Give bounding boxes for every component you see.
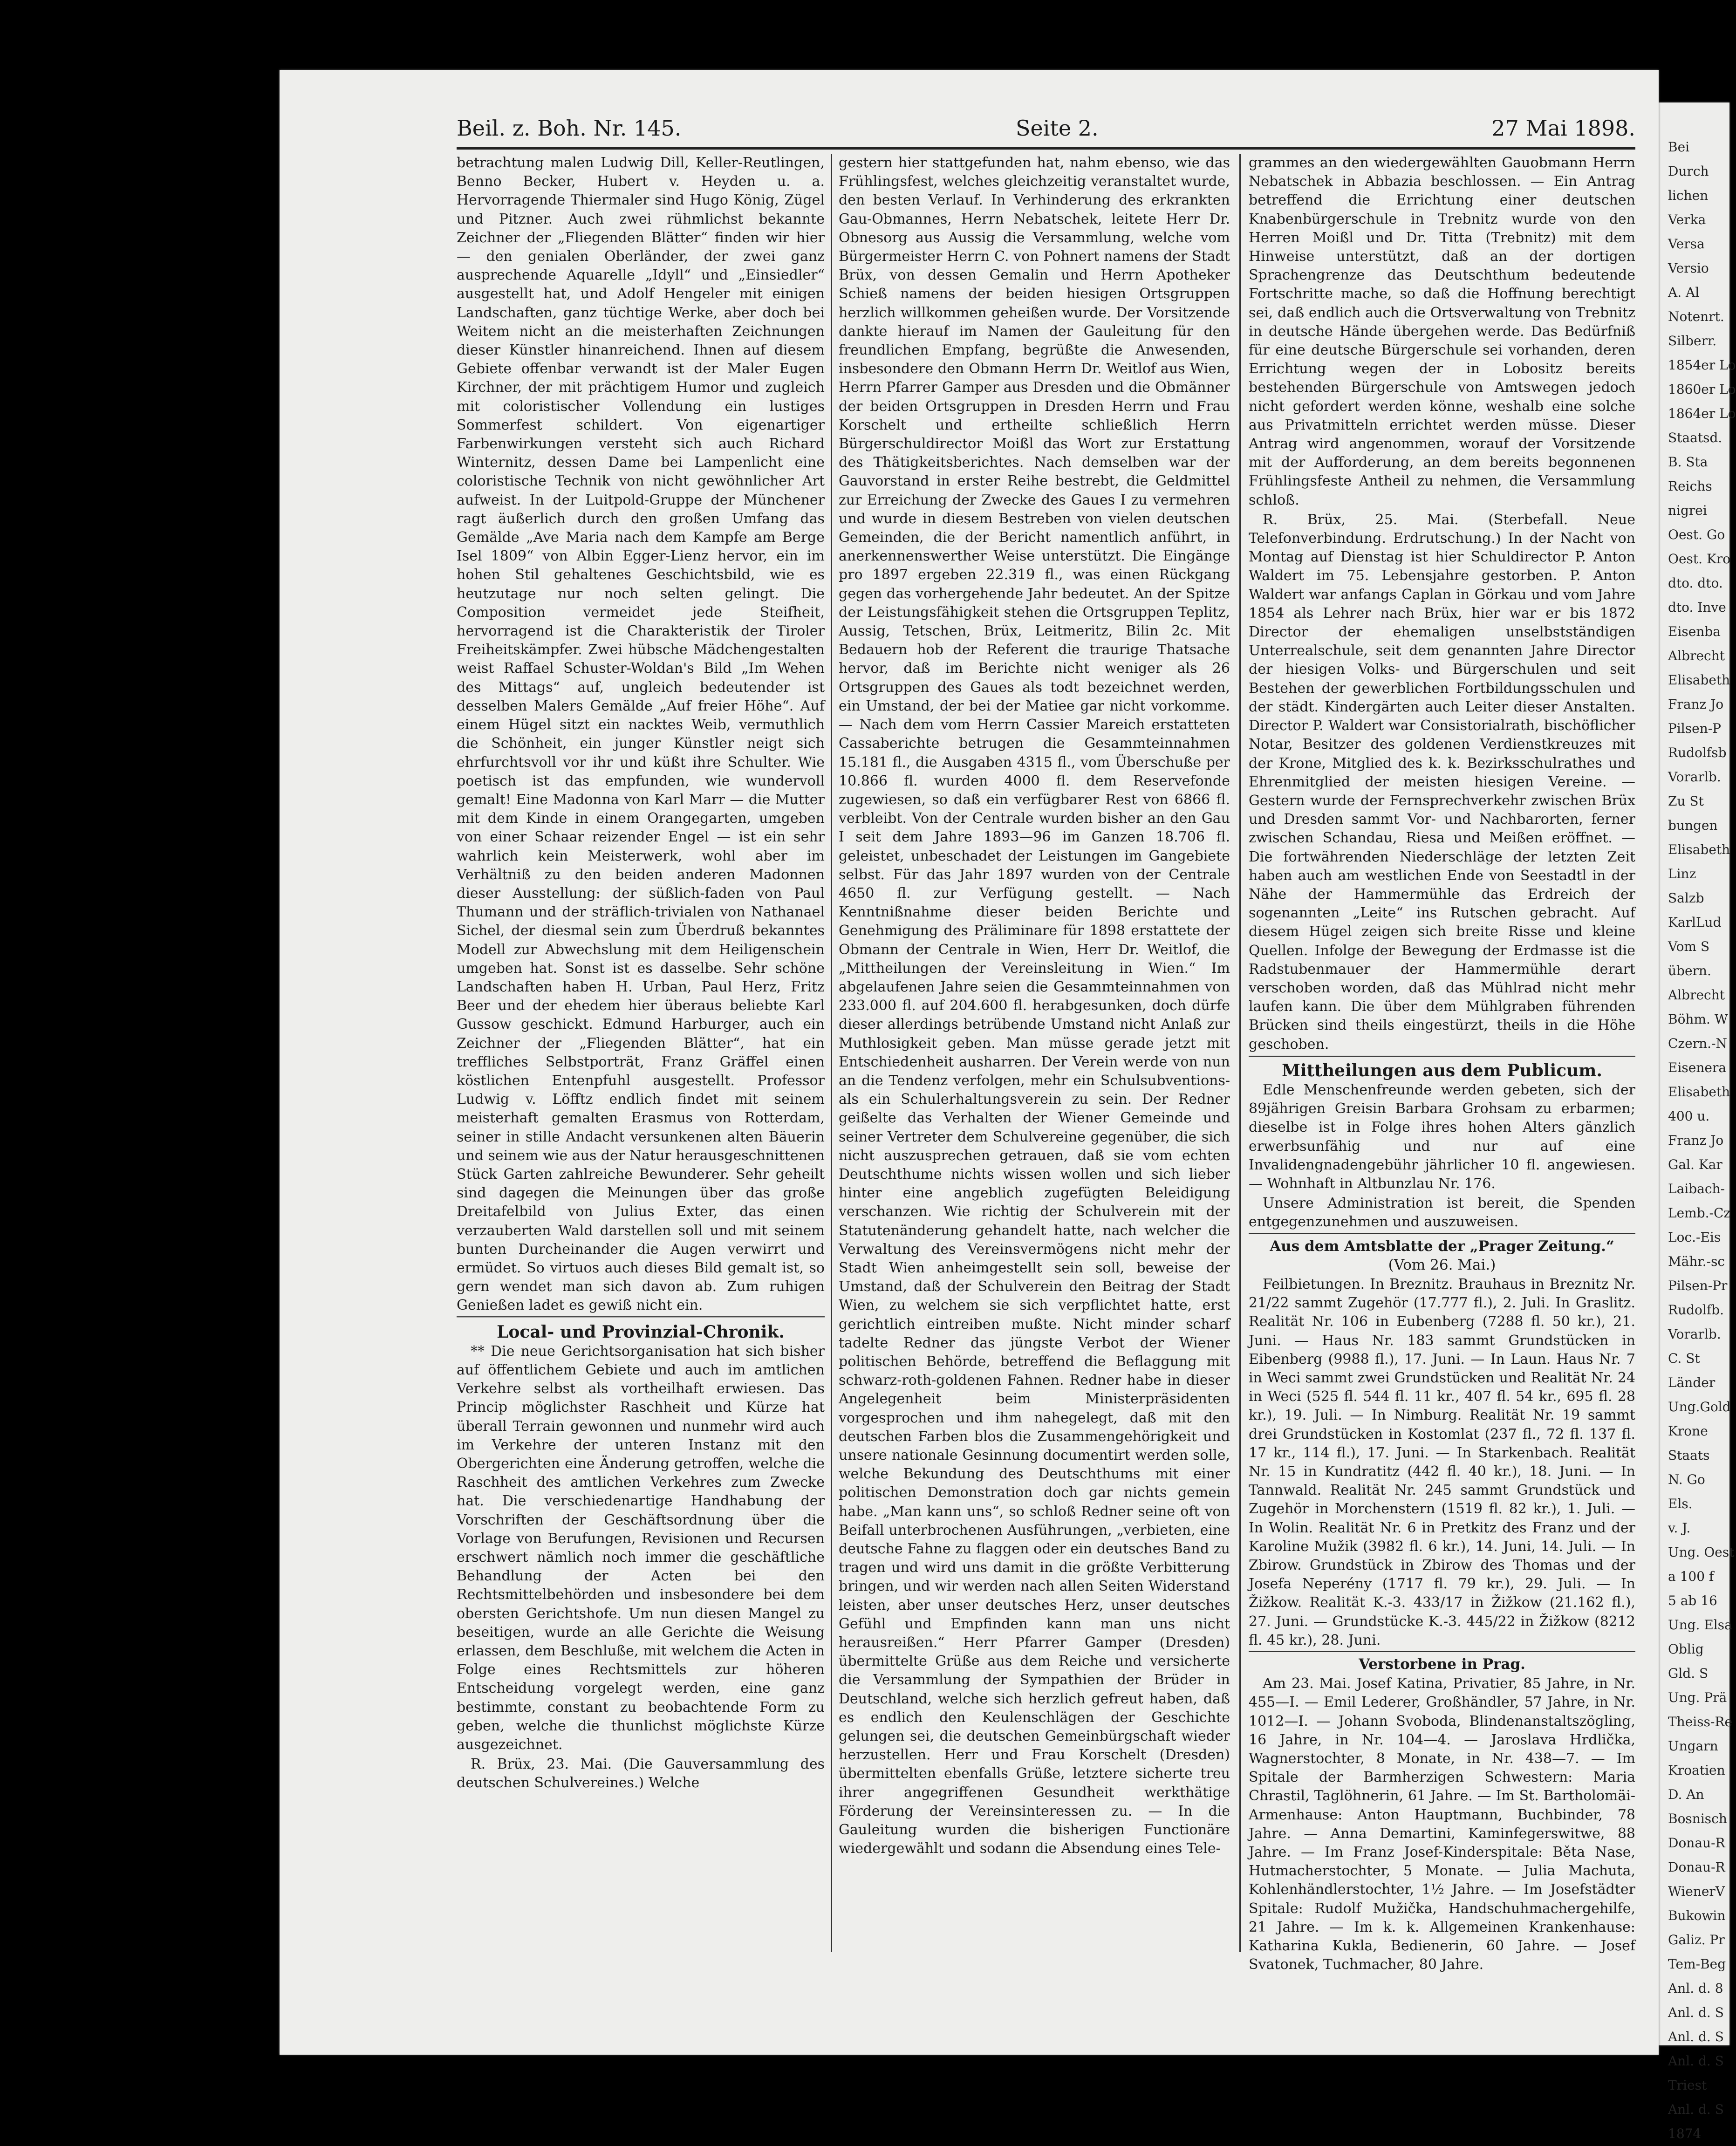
adjacent-page-line: Bei <box>1668 139 1690 155</box>
administration-note: Unsere Administration ist bereit, die Spenden entgegenzunehmen und auszuweisen. <box>1249 1195 1635 1230</box>
adjacent-page-line: Pilsen-Pr <box>1668 1278 1728 1293</box>
adjacent-page-line: Gal. Kar <box>1668 1157 1722 1172</box>
brux-report-start: R. Brüx, 23. Mai. (Die Gauversammlung des deutschen Schulvereines.) Welche <box>457 1756 825 1791</box>
adjacent-page-line: Versio <box>1668 260 1709 276</box>
deaths-heading: Verstorbene in Prag. <box>1249 1651 1635 1674</box>
adjacent-page-line: Franz Jo <box>1668 697 1724 712</box>
adjacent-page-line: Eisenba <box>1668 624 1721 639</box>
adjacent-page-line: dto. Inve <box>1668 600 1726 615</box>
adjacent-page-line: Els. <box>1668 1496 1693 1511</box>
adjacent-page-line: Kroatien <box>1668 1763 1725 1778</box>
header-rule <box>457 147 1635 150</box>
adjacent-page-line: Anl. d. S <box>1668 2053 1724 2069</box>
adjacent-page-line: Donau-R <box>1668 1859 1725 1875</box>
school-association-report: gestern hier stattgefunden hat, nahm ebenso, wie das Frühlingsfest, welches gleichzeitig veranstaltet wurde, den besten Verlauf. In Verhinderung des erkrankten Gau-Obmannes, Herrn Nebatschek, leitete Herr Dr. Obnesorg aus Aussig die Versammlung, welche vom Bürgermeister Herrn C. von Pohnert namens der Stadt Brüx, von dessen Gemalin und Herrn Apotheker Schieß namens der beiden hiesigen Ortsgruppen herzlich willkommen geheißen wurde. Der Vorsitzende dankte hierauf im Namen der Gauleitung für den freundlichen Empfang, begrüßte die Anwesenden, insbesondere den Obmann Herrn Dr. Weitlof aus Wien, Herrn Pfarrer Gamper aus Dresden und die Obmänner der beiden Ortsgruppen in Dresden Herrn und Frau Korschelt und ertheilte schließlich Herrn Bürgerschuldirector Moißl das Wort zur Erstattung des Thätigkeitsberichtes. Nach demselben war der Gauvorstand in erster Reihe bestrebt, die Geldmittel zur Erreichung der Zwecke des Gaues I zu vermehren und wurde in diesem Bestreben von vielen deutschen Gemeinden, die der Bericht namentlich anführt, in anerkennenswerther Weise unterstützt. Die Eingänge pro 1897 ergeben 22.319 fl., was einen Rückgang gegen das vorhergehende Jahr bedeutet. An der Spitze der Leistungsfähigkeit stehen die Ortsgruppen Teplitz, Aussig, Tetschen, Brüx, Leitmeritz, Bilin 2c. Mit Bedauern hob der Referent die traurige Thatsache hervor, daß im Berichte nicht weniger als 26 Ortsgruppen des Gaues als todt bezeichnet werden, ein Umstand, der bei der Matiee gar nicht vorkomme. — Nach dem vom Herrn Cassier Mareich erstatteten Cassaberichte betrugen die Gesammteinnahmen 15.181 fl., die Ausgaben 4315 fl., vom Überschuße per 10.866 fl. wurden 4000 fl. dem Reservefonde zugewiesen, so daß ein verfügbarer Rest von 6866 fl. verbleibt. Von der Centrale wurden bisher an den Gau I seit dem Jahre 1893—96 im Ganzen 18.706 fl. geleistet, unbeschadet der Leistungen im Gangebiete selbst. Für das Jahr 1897 wurden von der Centrale 4650 fl. zur Verfügung gestellt. — Nach Kenntnißnahme dieser beiden Berichte und Genehmigung des Präliminare für 1898 erstattete der Obmann der Centrale in Wien, Herr Dr. Weitlof, die „Mittheilungen der Vereinsleitung in Wien.“ Im abgelaufenen Jahre seien die Gesammteinnahmen von 233.000 fl. auf 204.600 fl. herabgesunken, doch dürfe dieser allerdings betrübende Umstand nicht Anlaß zur Muthlosigkeit geben. Man müsse gerade jetzt mit Entschiedenheit ausharren. Der Verein werde von nun an die Tendenz verfolgen, mehr ein Schulsubventions- als ein Schulerhaltungsverein zu sein. Der Redner geißelte das Verhalten der Wiener Gemeinde und seiner Vertreter dem Schulvereine gegenüber, die sich nicht auszusprechen getrauen, daß sie vom echten Deutschthume nichts wissen wollen und sich lieber hinter eine angeblich zugefügten Beleidigung verschanzen. Wie richtig der Schulverein mit der Statutenänderung gehandelt hatte, nach welcher die Verwaltung des Vereinsvermögens nicht mehr der Stadt Wien anheimgestellt sein soll, beweise der Umstand, daß der Schulverein den Beitrag der Stadt Wien, zu welchem sie sich verpflichtet hatte, erst gerichtlich eintreiben mußte. Nicht minder scharf tadelte Redner das jüngste Verbot der Wiener politischen Behörde, betreffend die Beflaggung mit schwarz-roth-goldenen Fahnen. Redner habe in dieser Angelegenheit beim Ministerpräsidenten vorgesprochen und ihm nahegelegt, daß mit den deutschen Farben blos die Zusammengehörigkeit und unsere nationale Gesinnung documentirt werden solle, welche Bekundung des Deutschthums mit einer politischen Demonstration doch gar nichts gemein habe. „Man kann uns“, so schloß Redner seine oft von Beifall unterbrochenen Ausführungen, „verbieten, eine deutsche Fahne zu flaggen oder ein deutsches Band zu tragen und wird uns damit in die größte Verbitterung bringen, und wir werden nach allen Seiten Widerstand leisten, aber unser deutsches Herz, unser deutsches Gefühl und Empfinden kann man uns nicht herausreißen.“ Herr Pfarrer Gamper (Dresden) übermittelte Grüße aus dem Reiche und versicherte die Versammlung der Sympathien der Brüder in Deutschland, welche sich herzlich gefreut haben, daß es endlich den Keulenschlägen der Geschichte gelungen sei, die deutschen Gemeinbürgschaft wieder herzustellen. Herr und Frau Korschelt (Dresden) übermittelten ebenfalls Grüße, letztere sicherte treu ihrer angegriffenen Gesundheit werkthätige Förderung der Vereinsinteressen zu. — In die Gauleitung wurden die bisherigen Functionäre wiedergewählt und sodann die Absendung eines Tele- <box>839 155 1230 1857</box>
adjacent-page-line: B. Sta <box>1668 454 1708 470</box>
adjacent-page-line: Lemb.-Cz <box>1668 1205 1731 1221</box>
adjacent-page-line: WienerV <box>1668 1884 1725 1899</box>
adjacent-page-line: Vorarlb. <box>1668 769 1721 785</box>
adjacent-page-line: Albrecht <box>1668 648 1725 663</box>
amtsblatt-heading: Aus dem Amtsblatte der „Prager Zeitung.“ <box>1249 1233 1635 1256</box>
adjacent-page-line: 1874 <box>1668 2126 1702 2141</box>
adjacent-page-line: Mähr.-sc <box>1668 1254 1725 1269</box>
adjacent-page-line: Anl. d. 8 <box>1668 1981 1723 1996</box>
adjacent-page-line: Bosnisch <box>1668 1811 1727 1826</box>
adjacent-page-line: bungen <box>1668 818 1718 833</box>
adjacent-page-line: 1860er Lo <box>1668 382 1736 397</box>
adjacent-page-line: Vom S <box>1668 939 1710 954</box>
adjacent-page-line: nigrei <box>1668 503 1707 518</box>
adjacent-page-line: Rudolfsb <box>1668 745 1727 760</box>
adjacent-page-text <box>1668 135 1736 2146</box>
adjacent-page-line: Salzb <box>1668 890 1704 906</box>
adjacent-page-line: Galiz. Pr <box>1668 1932 1725 1948</box>
adjacent-page-line: Reichs <box>1668 478 1712 494</box>
adjacent-page-line: Eisenera <box>1668 1060 1727 1075</box>
adjacent-page-line: Theiss-Re <box>1668 1714 1733 1729</box>
adjacent-page-line: Anl. d. S <box>1668 2102 1724 2117</box>
adjacent-page-line: Franz Jo <box>1668 1133 1724 1148</box>
adjacent-page-line: Loc.-Eis <box>1668 1230 1721 1245</box>
adjacent-page-line: Albrecht <box>1668 987 1725 1003</box>
adjacent-page-line: Ung. Prä <box>1668 1690 1727 1705</box>
adjacent-page-line: Länder <box>1668 1375 1715 1390</box>
adjacent-page-line: Silberr. <box>1668 333 1717 349</box>
page-number: Seite 2. <box>1016 116 1099 141</box>
adjacent-page-line: Czern.-N <box>1668 1036 1728 1051</box>
adjacent-page-line: Rudolfb. <box>1668 1302 1724 1318</box>
adjacent-page-line: A. Al <box>1668 285 1700 300</box>
adjacent-page-line: Vorarlb. <box>1668 1326 1721 1342</box>
adjacent-page-line: lichen <box>1668 188 1709 203</box>
deaths-list: Am 23. Mai. Josef Katina, Privatier, 85 Jahre, in Nr. 455—I. — Emil Lederer, Großhändler, 57 Jahre, in Nr. 1012—I. — Johann Svoboda, Blindenanstaltszögling, 16 Jahre, in Nr. 104—4. — Jaroslava Hrdlička, Wagnerstochter, 8 Monate, in Nr. 438—7. — Im Spitale der Barmherzigen Schwestern: Maria Chrastil, Taglöhnerin, 61 Jahre. — Im St. Bartholomäi-Armenhause: Anton Hauptmann, Buchbinder, 78 Jahre. — Anna Demartini, Kaminfegerswitwe, 88 Jahre. — Im Franz Josef-Kinderspitale: Běta Nase, Hutmacherstochter, 5 Monate. — Julia Machuta, Kohlenhändlerstochter, 1½ Jahre. — Im Josefstädter Spitale: Rudolf Mužička, Handschuhmachergehilfe, 21 Jahre. — Im k. k. Allgemeinen Krankenhause: Katharina Kukla, Bedienerin, 60 Jahre. — Josef Svatonek, Tuchmacher, 80 Jahre. <box>1249 1675 1635 1973</box>
adjacent-page-line: Oblig <box>1668 1641 1704 1657</box>
adjacent-page-line: Pilsen-P <box>1668 721 1722 736</box>
adjacent-page-line: Bukowin <box>1668 1908 1726 1923</box>
adjacent-page-line: Anl. d. S <box>1668 2005 1724 2020</box>
adjacent-page-line: Ungarn <box>1668 1738 1718 1754</box>
amtsblatt-date: (Vom 26. Mai.) <box>1388 1256 1496 1273</box>
section-title-local-chronicle: Local- und Provinzial-Chronik. <box>457 1316 825 1341</box>
adjacent-page-line: Verka <box>1668 212 1706 227</box>
art-review-text: betrachtung malen Ludwig Dill, Keller-Reutlingen, Benno Becker, Hubert v. Heyden u. a. Hervorragende Thiermaler sind Hugo König, Zügel und Pitzner. Auch zwei rühmlichst bekannte Zeichner der „Fliegenden Blätter“ finden wir hier — den genialen Oberländer, der zwei ganz ausprechende Aquarelle „Idyll“ und „Einsiedler“ ausgestellt hat, und Adolf Hengeler mit einigen Landschaften, ganz tüchtige Werke, aber doch bei Weitem nicht an die meisterhaften Zeichnungen dieser Künstler hinanreichend. Ihnen auf diesem Gebiete offenbar verwandt ist der Maler Eugen Kirchner, der mit prächtigem Humor und zugleich mit coloristischer Vollendung ein lustiges Sommerfest schildert. Von eigenartiger Farbenwirkungen versteht sich auch Richard Winternitz, dessen Dame bei Lampenlicht eine coloristische Technik von nicht gewöhnlicher Art aufweist. In der Luitpold-Gruppe der Münchener ragt äußerlich durch den großen Umfang das Gemälde „Ave Maria nach dem Kampfe am Berge Isel 1809“ von Albin Egger-Lienz hervor, ein im hohen Stil gehaltenes Geschichtsbild, wie es heutzutage nur noch selten gelingt. Die Composition vermeidet jede Steifheit, hervorragend ist die Charakteristik der Tiroler Freiheitskämpfer. Zwei hübsche Mädchengestalten weist Raffael Schuster-Woldan's Bild „Im Wehen des Mittags“ auf, ungleich bedeutender ist desselben Malers Gemälde „Auf freier Höhe“. Auf einem Hügel sitzt ein nacktes Weib, vermuthlich die Schönheit, ein junger Künstler neigt sich ehrfurchtsvoll vor ihr und küßt ihre Schulter. Wie poetisch ist das empfunden, wie wundervoll gemalt! Eine Madonna von Karl Marr — die Mutter mit dem Kinde in einem Orangegarten, umgeben von einer Schaar reizender Engel — ist ein sehr wahrlich kein Meisterwerk, wohl aber im Verhältniß zu den beiden anderen Madonnen dieser Ausstellung: der süßlich-faden von Paul Thumann und der sträflich-trivialen von Nathanael Sichel, der diesmal sein zum Überdruß bekanntes Modell zur Abwechslung mit dem Heiligenschein umgeben hat. Sonst ist es dasselbe. Sehr schöne Landschaften haben H. Urban, Paul Herz, Fritz Beer und der ehedem hier überaus beliebte Karl Gussow geschickt. Edmund Harburger, auch ein Zeichner der „Fliegenden Blätter“, hat ein treffliches Selbstporträt, Franz Gräffel einen köstlichen Entenpfuhl ausgestellt. Professor Ludwig v. Löfftz endlich findet mit seinem meisterhaft gemalten Erasmus von Rotterdam, seiner in stille Andacht versunkenen alten Bäuerin und seinem wie aus der Natur herausgeschnittenen Stück Garten zahlreiche Bewunderer. Sehr geheilt sind dagegen die Meinungen über das große Dreitafelbild von Julius Exter, das einen verzauberten Wald darstellen soll und mit seinem bunten Durcheinander die Augen verwirrt und ermüdet. So virtuos auch dieses Bild gemalt ist, so gern wendet man sich davon ab. Zum ruhigen Genießen ladet es gewiß nicht ein. <box>457 155 825 1314</box>
adjacent-page-line: übern. <box>1668 963 1711 978</box>
newspaper-page <box>280 70 1659 2055</box>
adjacent-page-line: Ung. Oest <box>1668 1545 1735 1560</box>
issue-date: 27 Mai 1898. <box>1491 116 1635 141</box>
adjacent-page-line: Ung. Elsa <box>1668 1617 1732 1633</box>
adjacent-page-line: Tem-Beg <box>1668 1956 1726 1972</box>
adjacent-page-line: Elisabeth <box>1668 672 1730 688</box>
adjacent-page-line: N. Go <box>1668 1472 1705 1487</box>
adjacent-page-line: v. J. <box>1668 1520 1691 1536</box>
adjacent-page-line: Krone <box>1668 1423 1708 1439</box>
column-2 <box>839 154 1230 1957</box>
adjacent-page-line: Linz <box>1668 866 1696 882</box>
adjacent-page-line: dto. dto. <box>1668 575 1723 591</box>
adjacent-page-line: Gld. S <box>1668 1666 1709 1681</box>
court-organisation-article: ** Die neue Gerichtsorganisation hat sich bisher auf öffentlichem Gebiete und auch im amtlichen Verkehre selbst als vortheilhaft erwiesen. Das Princip möglichster Raschheit und Kürze hat überall Terrain gewonnen und nunmehr wird auch im Verkehre der unteren Instanz mit den Obergerichten eine Änderung getroffen, welche die Raschheit des amtlichen Verkehres zum Zwecke hat. Die verschiedenartige Handhabung der Vorschriften der Geschäftsordnung über die Vorlage von Berufungen, Revisionen und Recursen erschwert nämlich noch immer die geschäftliche Behandlung der Acten bei den Rechtsmittelbehörden und insbesondere bei dem obersten Gerichtshofe. Um nun diesen Mangel zu beseitigen, wurde an alle Gerichte die Weisung erlassen, dem Beschluße, mit welchem die Acten in Folge eines Rechtsmittels zur höheren Entscheidung vorgelegt werden, eine ganz bestimmte, constant zu beobachtende Form zu geben, welche die thunlichst möglichste Kürze ausgezeichnet. <box>457 1343 825 1753</box>
adjacent-page-line: a 100 f <box>1668 1569 1714 1584</box>
adjacent-page-line: Notenrt. <box>1668 309 1724 324</box>
column-3 <box>1249 154 1635 1973</box>
section-title-public-notices: Mittheilungen aus dem Publicum. <box>1249 1055 1635 1080</box>
adjacent-page-line: Elisabeth <box>1668 1084 1730 1100</box>
adjacent-page-line: C. St <box>1668 1351 1700 1366</box>
adjacent-page-line: Oest. Kro <box>1668 551 1731 567</box>
adjacent-page-line: Durch <box>1668 164 1709 179</box>
adjacent-page-line: D. An <box>1668 1787 1704 1802</box>
column-divider <box>831 154 832 1952</box>
adjacent-page-line: KarlLud <box>1668 915 1722 930</box>
adjacent-page-line: Oest. Go <box>1668 527 1725 542</box>
adjacent-page-line: 400 u. <box>1668 1108 1710 1124</box>
adjacent-page-line: Zu St <box>1668 793 1704 809</box>
adjacent-page-line: Anl. d. S <box>1668 2029 1724 2044</box>
column-1 <box>457 154 825 1952</box>
adjacent-page-line: Triest <box>1668 2078 1707 2093</box>
adjacent-page-line: Versa <box>1668 236 1705 252</box>
adjacent-page-line: Ung.Gold <box>1668 1399 1731 1415</box>
page-header <box>457 112 1635 142</box>
adjacent-page-line: Staatsd. <box>1668 430 1722 445</box>
adjacent-page-line: 5 ab 16 <box>1668 1593 1717 1608</box>
column-divider <box>1239 154 1241 1952</box>
adjacent-page-line: Böhm. W <box>1668 1011 1728 1027</box>
adjacent-page-line: Laibach- <box>1668 1181 1725 1196</box>
adjacent-page-line: 1854er Lo <box>1668 357 1736 373</box>
charity-appeal: Edle Menschenfreunde werden gebeten, sich der 89jährigen Greisin Barbara Grohsam zu erbarmen; dieselbe ist in Folge ihres hohen Alters gänzlich erwerbsunfähig und nur auf eine Invalidengnadengebühr jährlicher 10 fl. angewiesen. — Wohnhaft in Altbunzlau Nr. 176. <box>1249 1081 1635 1192</box>
adjacent-page-line: Donau-R <box>1668 1835 1725 1851</box>
issue-label: Beil. z. Boh. Nr. 145. <box>457 116 682 141</box>
adjacent-page-line: Staats <box>1668 1448 1710 1463</box>
auctions-list: Feilbietungen. In Breznitz. Brauhaus in Breznitz Nr. 21/22 sammt Zugehör (17.777 fl.), 2. Juli. In Graslitz. Realität Nr. 106 in Eubenberg (7288 fl. 50 kr.), 21. Juni. — Haus Nr. 183 sammt Grundstücken in Eibenberg (9988 fl.), 17. Juni. — In Laun. Haus Nr. 7 in Weci sammt zwei Grundstücken und Realität Nr. 24 in Weci (525 fl. 544 fl. 11 kr., 407 fl. 54 kr., 695 fl. 28 kr.), 19. Juli. — In Nimburg. Realität Nr. 19 sammt drei Grundstücken in Kostomlat (237 fl., 72 fl. 137 fl. 17 kr., 114 fl.), 17. Juni. — In Starkenbach. Realität Nr. 15 in Kundratitz (442 fl. 40 kr.), 18. Juni. — In Tannwald. Realität Nr. 245 sammt Grundstück und Zugehör in Morchenstern (1519 fl. 82 kr.), 1. Juli. — In Wolin. Realität Nr. 6 in Pretkitz des Franz und der Karoline Mužik (3982 fl. 6 kr.), 14. Juni, 14. Juli. — In Zbirow. Grundstück in Zbirow des Thomas und der Josefa Neperény (1717 fl. 79 kr.), 29. Juli. — In Žižkow. Realität K.-3. 433/17 in Žižkow (21.162 fl.), 27. Juni. — Grundstücke K.-3. 445/22 in Žižkow (8212 fl. 45 kr.), 28. Juni. <box>1249 1276 1635 1648</box>
brux-death-notice: R. Brüx, 25. Mai. (Sterbefall. Neue Telefonverbindung. Erdrutschung.) In der Nacht von Montag auf Dienstag ist hier Schuldirector P. Anton Waldert im 75. Lebensjahre gestorben. P. Anton Waldert war anfangs Caplan in Görkau und vom Jahre 1854 als Lehrer nach Brüx, hier war er bis 1872 Director der ehemaligen unselbstständigen Unterrealschule, seit dem genannten Jahre Director der hiesigen Volks- und Bürgerschulen und seit Bestehen der gewerblichen Fortbildungsschulen und der städt. Kindergärten auch Leiter dieser Anstalten. Director P. Waldert war Consistorialrath, bischöflicher Notar, Besitzer des goldenen Verdienstkreuzes mit der Krone, Mitglied des k. k. Bezirksschulrathes und Ehrenmitglied der meisten hiesigen Vereine. — Gestern wurde der Fernsprechverkehr zwischen Brüx und Dresden sammt Vor- und Nachbarorten, ferner zwischen Schandau, Riesa und Meißen eröffnet. — Die fortwährenden Niederschläge der letzten Zeit haben auch am westlichen Ende von Seestadtl in der Nähe der Hammermühle das Erdreich der sogenannten „Leite“ ins Rutschen gebracht. Auf diesem Hügel zeigen sich breite Risse und kleine Quellen. Infolge der Bewegung der Erdmasse ist die Radstubenmauer der Hammermühle derart verschoben worden, daß das Mühlrad nicht mehr laufen kann. Die über dem Mühlgraben führenden Brücken sind theils eingestürzt, theils in die Höhe geschoben. <box>1249 511 1635 1052</box>
adjacent-page-line: 1864er Lo <box>1668 406 1736 421</box>
adjacent-page-line: Elisabeth <box>1668 842 1730 857</box>
brux-report-end: grammes an den wiedergewählten Gauobmann Herrn Nebatschek in Abbazia beschlossen. — Ein Antrag betreffend die Errichtung einer deutschen Knabenbürgerschule in Trebnitz wurde von den Herren Moißl und Dr. Titta (Trebnitz) mit dem Hinweise unterstützt, daß an der dortigen Sprachengrenze das Deutschthum bedeutende Fortschritte mache, so daß die Hoffnung berechtigt sei, daß endlich auch die Ortsverwaltung von Trebnitz in deutsche Hände übergehen werde. Das Bedürfniß für eine deutsche Bürgerschule sei vorhanden, deren Errichtung wegen der in Lobositz bereits bestehenden Bürgerschule von Amtswegen jedoch nicht gefordert werden könne, weshalb eine solche aus Privatmitteln errichtet werden müsse. Dieser Antrag wird angenommen, worauf der Vorsitzende mit der Aufforderung, an dem bereits begonnenen Frühlingsfeste Antheil zu nehmen, die Versammlung schloß. <box>1249 155 1635 508</box>
